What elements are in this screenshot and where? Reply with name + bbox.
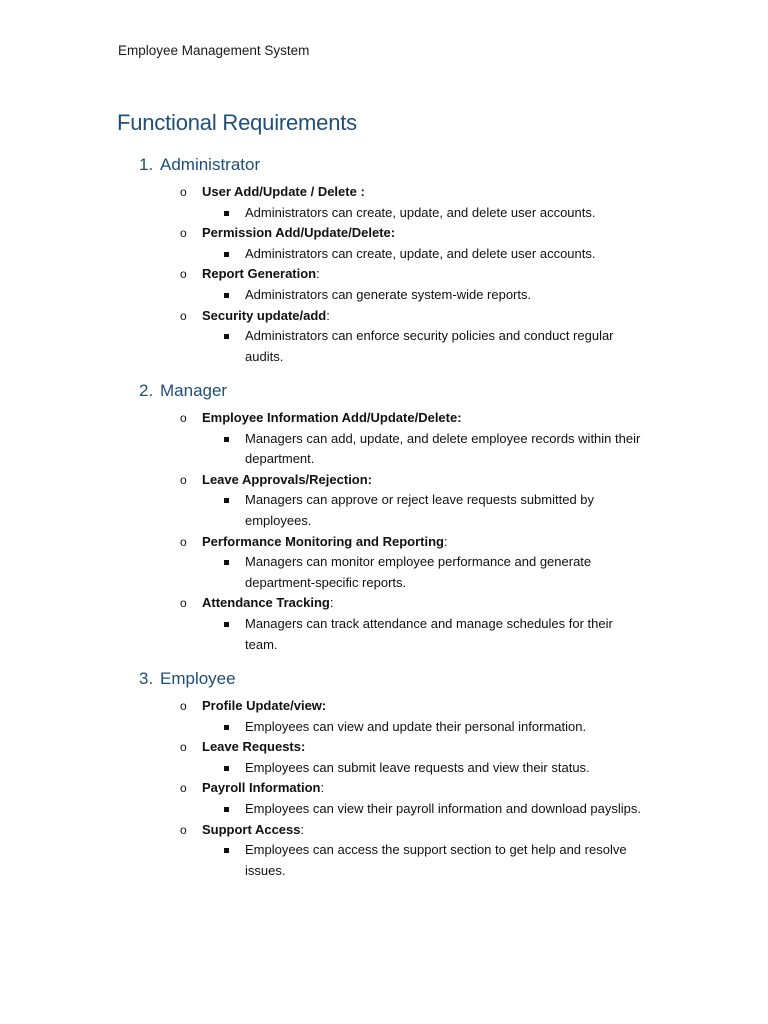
- item-description: Employees can submit leave requests and view their status.: [202, 758, 647, 779]
- section-employee: [139, 667, 659, 881]
- item-title: o User Add/Update / Delete :: [202, 182, 659, 203]
- circle-bullet-icon: o: [180, 411, 187, 425]
- list-item: [139, 696, 659, 737]
- circle-bullet-icon: o: [180, 308, 187, 323]
- section-number: 2.: [139, 381, 154, 400]
- section-administrator: [139, 153, 659, 367]
- circle-bullet-icon: o: [180, 596, 187, 611]
- section-heading: [139, 379, 659, 403]
- circle-bullet-icon: o: [180, 781, 187, 796]
- circle-bullet-icon: o: [180, 267, 187, 282]
- list-item: [139, 778, 659, 819]
- list-item: [139, 182, 659, 223]
- item-title: o Employee Information Add/Update/Delete:: [202, 408, 659, 429]
- list-item: [139, 306, 659, 368]
- item-title: o Leave Approvals/Rejection:: [202, 470, 659, 491]
- square-bullet-icon: [224, 498, 229, 503]
- item-title: o Profile Update/view:: [202, 696, 659, 717]
- item-title: o Support Access:: [202, 820, 659, 841]
- requirements-list: [139, 696, 659, 881]
- item-title: o Security update/add:: [202, 306, 659, 327]
- item-description: Managers can approve or reject leave requests submitted by employees.: [202, 490, 647, 531]
- section-heading: [139, 667, 659, 691]
- list-item: [139, 264, 659, 305]
- item-description: Administrators can create, update, and delete user accounts.: [202, 203, 647, 224]
- circle-bullet-icon: o: [180, 740, 187, 755]
- list-item: [139, 470, 659, 532]
- square-bullet-icon: [224, 848, 229, 853]
- item-description: Managers can monitor employee performance and generate department-specific reports.: [202, 552, 647, 593]
- square-bullet-icon: [224, 622, 229, 627]
- requirements-list: [139, 182, 659, 367]
- item-title: o Leave Requests:: [202, 737, 659, 758]
- list-item: [139, 408, 659, 470]
- list-item: [139, 737, 659, 778]
- item-description: Administrators can create, update, and delete user accounts.: [202, 244, 647, 265]
- circle-bullet-icon: o: [180, 822, 187, 837]
- circle-bullet-icon: o: [180, 185, 187, 199]
- item-title: o Attendance Tracking:: [202, 593, 659, 614]
- document-header: Employee Management System: [118, 43, 310, 58]
- section-number: 1.: [139, 155, 154, 174]
- section-name: Manager: [160, 381, 228, 400]
- item-description: Managers can track attendance and manage schedules for their team.: [202, 614, 647, 655]
- section-heading: [139, 153, 659, 177]
- section-name: Employee: [160, 669, 236, 688]
- square-bullet-icon: [224, 211, 229, 216]
- item-description: Administrators can generate system-wide reports.: [202, 285, 647, 306]
- item-title: o Payroll Information:: [202, 778, 659, 799]
- item-description: Administrators can enforce security policies and conduct regular audits.: [202, 326, 647, 367]
- list-item: [139, 223, 659, 264]
- circle-bullet-icon: o: [180, 226, 187, 241]
- square-bullet-icon: [224, 807, 229, 812]
- square-bullet-icon: [224, 437, 229, 442]
- square-bullet-icon: [224, 560, 229, 565]
- requirements-list: [139, 408, 659, 655]
- item-title: o Report Generation:: [202, 264, 659, 285]
- circle-bullet-icon: o: [180, 472, 187, 487]
- square-bullet-icon: [224, 293, 229, 298]
- list-item: [139, 532, 659, 594]
- item-description: Employees can access the support section to get help and resolve issues.: [202, 840, 647, 881]
- square-bullet-icon: [224, 766, 229, 771]
- item-title: o Performance Monitoring and Reporting:: [202, 532, 659, 553]
- item-description: Employees can view their payroll information and download payslips.: [202, 799, 647, 820]
- list-item: [139, 820, 659, 882]
- list-item: [139, 593, 659, 655]
- item-description: Employees can view and update their personal information.: [202, 717, 647, 738]
- square-bullet-icon: [224, 725, 229, 730]
- circle-bullet-icon: o: [180, 534, 187, 549]
- item-description: Managers can add, update, and delete employee records within their department.: [202, 429, 647, 470]
- document-title: Functional Requirements: [117, 110, 357, 135]
- square-bullet-icon: [224, 252, 229, 257]
- circle-bullet-icon: o: [180, 699, 187, 713]
- square-bullet-icon: [224, 334, 229, 339]
- item-title: o Permission Add/Update/Delete:: [202, 223, 659, 244]
- section-name: Administrator: [160, 155, 261, 174]
- section-manager: [139, 379, 659, 655]
- section-number: 3.: [139, 669, 154, 688]
